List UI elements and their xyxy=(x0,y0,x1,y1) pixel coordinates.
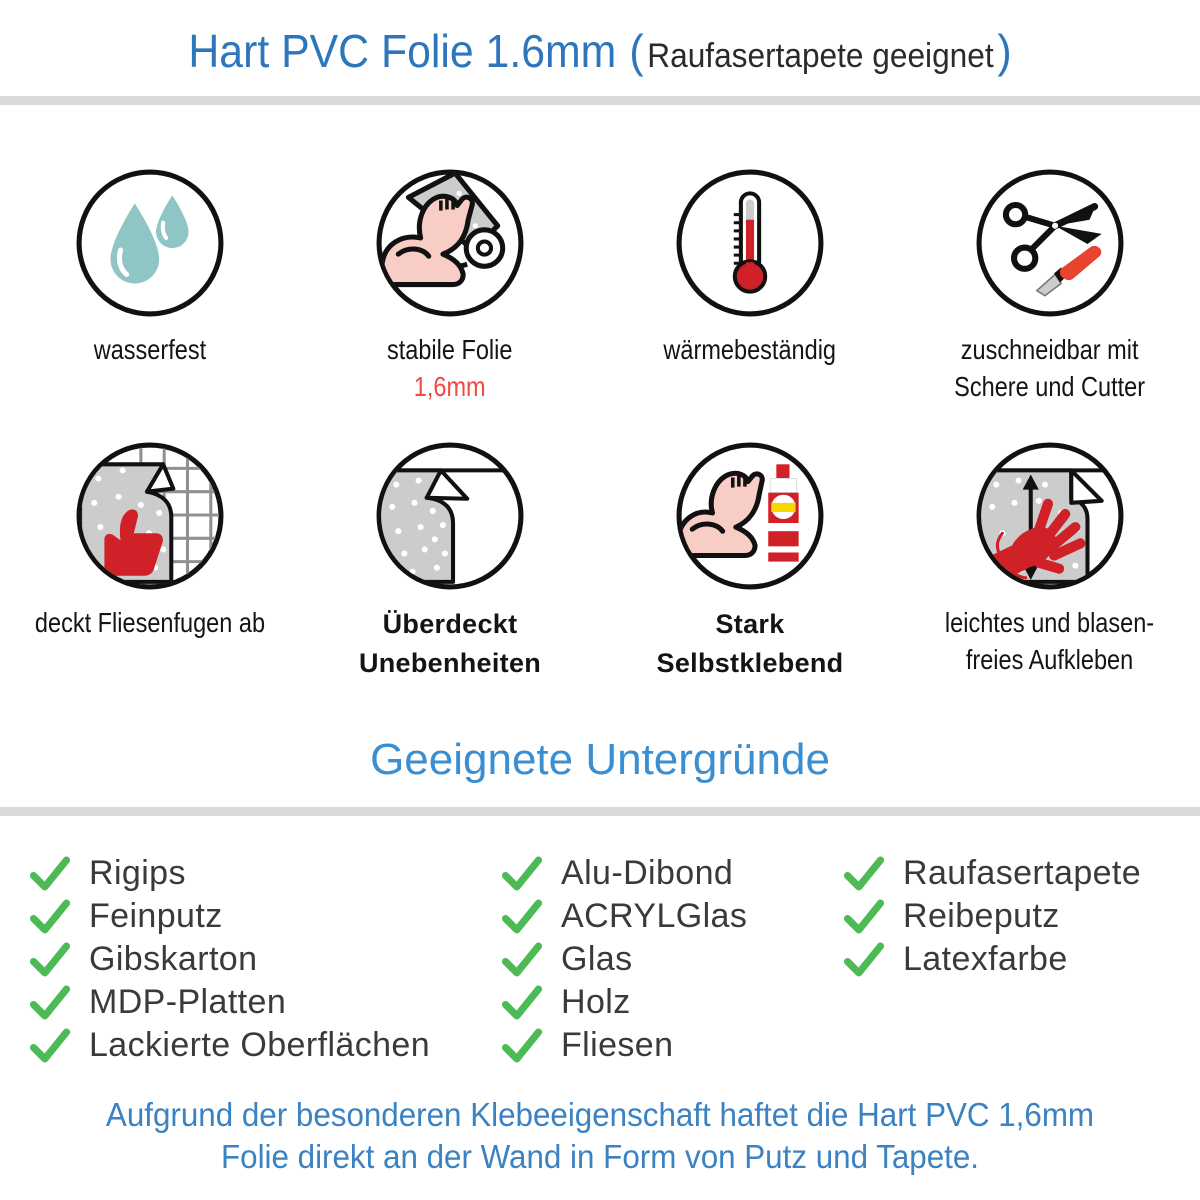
checkmark-icon xyxy=(842,942,886,977)
scissors-cutter-icon xyxy=(974,167,1126,319)
divider-top xyxy=(0,96,1200,105)
divider-middle xyxy=(0,807,1200,816)
checkmark-icon xyxy=(28,942,72,977)
checkmark-icon xyxy=(500,856,544,891)
checkmark-icon xyxy=(842,899,886,934)
feature-selbstklebend xyxy=(600,440,900,683)
bubble-free-icon xyxy=(974,440,1126,592)
checkmark-icon xyxy=(500,985,544,1020)
surfaces-column-3 xyxy=(842,853,1200,1062)
surface-item: Lackierte Oberflächen xyxy=(28,1028,500,1062)
surface-item: Fliesen xyxy=(500,1028,842,1062)
feature-fliesenfugen xyxy=(0,440,300,683)
page-title-sub: Raufasertapete geeignet xyxy=(647,37,994,75)
surfaces-column-2 xyxy=(500,853,842,1064)
checkmark-icon xyxy=(500,942,544,977)
thickness-highlight: 1,6mm xyxy=(414,370,486,402)
feature-stabile-folie xyxy=(300,167,600,406)
feature-zuschneidbar xyxy=(900,167,1200,406)
checkmark-icon xyxy=(500,1028,544,1063)
covers-unevenness-icon xyxy=(374,440,526,592)
feature-caption: zuschneidbar mit Schere und Cutter xyxy=(954,334,1146,402)
feature-waermebestaendig xyxy=(600,167,900,406)
feature-aufkleben xyxy=(900,440,1200,683)
feature-caption: wasserfest xyxy=(93,334,207,365)
feature-caption: wärmebeständig xyxy=(663,334,837,365)
surface-item: Reibeputz xyxy=(842,899,1200,933)
footer-note: Aufgrund der besonderen Klebeeigenschaft haftet die Hart PVC 1,6mm Folie direkt an der Wand in Form von Putz und Tapete. xyxy=(105,1096,1095,1176)
self-adhesive-icon xyxy=(674,440,826,592)
glue-tube xyxy=(768,464,798,561)
surface-item: MDP-Platten xyxy=(28,985,500,1019)
page-title xyxy=(42,0,1158,96)
surface-item: Rigips xyxy=(28,856,500,890)
surface-item: Feinputz xyxy=(28,899,500,933)
checkmark-icon xyxy=(500,899,544,934)
checkmark-icon xyxy=(28,1028,72,1063)
feature-caption: Überdeckt Unebenheiten xyxy=(358,608,542,679)
paren-close: ) xyxy=(997,25,1012,77)
checkmark-icon xyxy=(28,856,72,891)
surface-item: Gibskarton xyxy=(28,942,500,976)
feature-caption: deckt Fliesenfugen ab xyxy=(34,606,266,638)
water-drops-icon xyxy=(74,167,226,319)
surface-item: Latexfarbe xyxy=(842,942,1200,976)
feature-unebenheiten xyxy=(300,440,600,683)
thermometer-icon xyxy=(674,167,826,319)
feature-grid xyxy=(0,167,1200,683)
surface-item: Raufasertapete xyxy=(842,856,1200,890)
tile-joints-icon xyxy=(74,440,226,592)
feature-wasserfest xyxy=(0,167,300,406)
checkmark-icon xyxy=(28,899,72,934)
surfaces-list xyxy=(0,853,1200,1064)
checkmark-icon xyxy=(842,856,886,891)
strong-foil-icon xyxy=(374,167,526,319)
page-title-main: Hart PVC Folie 1.6mm xyxy=(188,25,617,77)
surfaces-heading: Geeignete Untergründe xyxy=(370,735,830,785)
surface-item: Glas xyxy=(500,942,842,976)
surface-item: Holz xyxy=(500,985,842,1019)
feature-caption: leichtes und blasen- freies Aufkleben xyxy=(945,606,1155,675)
surface-item: ACRYLGlas xyxy=(500,899,842,933)
feature-caption: stabile Folie 1,6mm xyxy=(387,332,513,406)
surface-item: Alu-Dibond xyxy=(500,856,842,890)
paren-open: ( xyxy=(629,25,644,77)
checkmark-icon xyxy=(28,985,72,1020)
surfaces-column-1 xyxy=(28,853,500,1064)
feature-caption: Stark Selbstklebend xyxy=(656,608,844,679)
